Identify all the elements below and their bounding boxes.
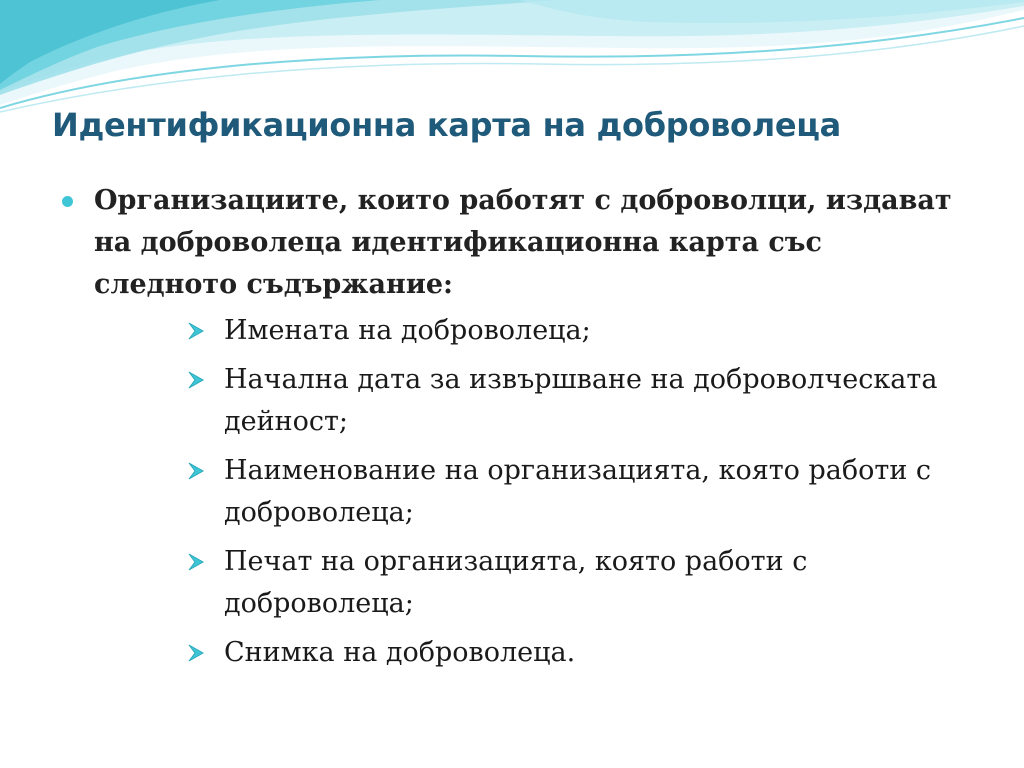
list-item bbox=[186, 541, 986, 625]
main-point-text: Организациите, които работят с доброволци, издават на доброволеца идентификационна карта със следното съдържание: bbox=[94, 185, 952, 300]
decorative-wave-header bbox=[0, 0, 1024, 120]
arrow-bullet-icon bbox=[186, 321, 206, 341]
arrow-bullet-icon bbox=[186, 370, 206, 390]
list-item-text: Печат на организацията, която работи с доброволеца; bbox=[224, 546, 808, 619]
list-item bbox=[186, 310, 986, 352]
list-item-text: Имената на доброволеца; bbox=[224, 315, 591, 346]
arrow-bullet-icon bbox=[186, 461, 206, 481]
list-item bbox=[186, 359, 986, 443]
arrow-bullet-icon bbox=[186, 552, 206, 572]
arrow-bullet-icon bbox=[186, 643, 206, 663]
main-bullet-point bbox=[68, 180, 968, 306]
content-list bbox=[186, 310, 986, 681]
list-item-text: Начална дата за извършване на доброволческата дейност; bbox=[224, 364, 938, 437]
main-bullet-icon bbox=[62, 196, 73, 207]
list-item-text: Наименование на организацията, която работи с доброволеца; bbox=[224, 455, 932, 528]
slide-title: Идентификационна карта на доброволеца bbox=[52, 106, 841, 144]
list-item bbox=[186, 450, 986, 534]
list-item bbox=[186, 632, 986, 674]
list-item-text: Снимка на доброволеца. bbox=[224, 637, 576, 668]
